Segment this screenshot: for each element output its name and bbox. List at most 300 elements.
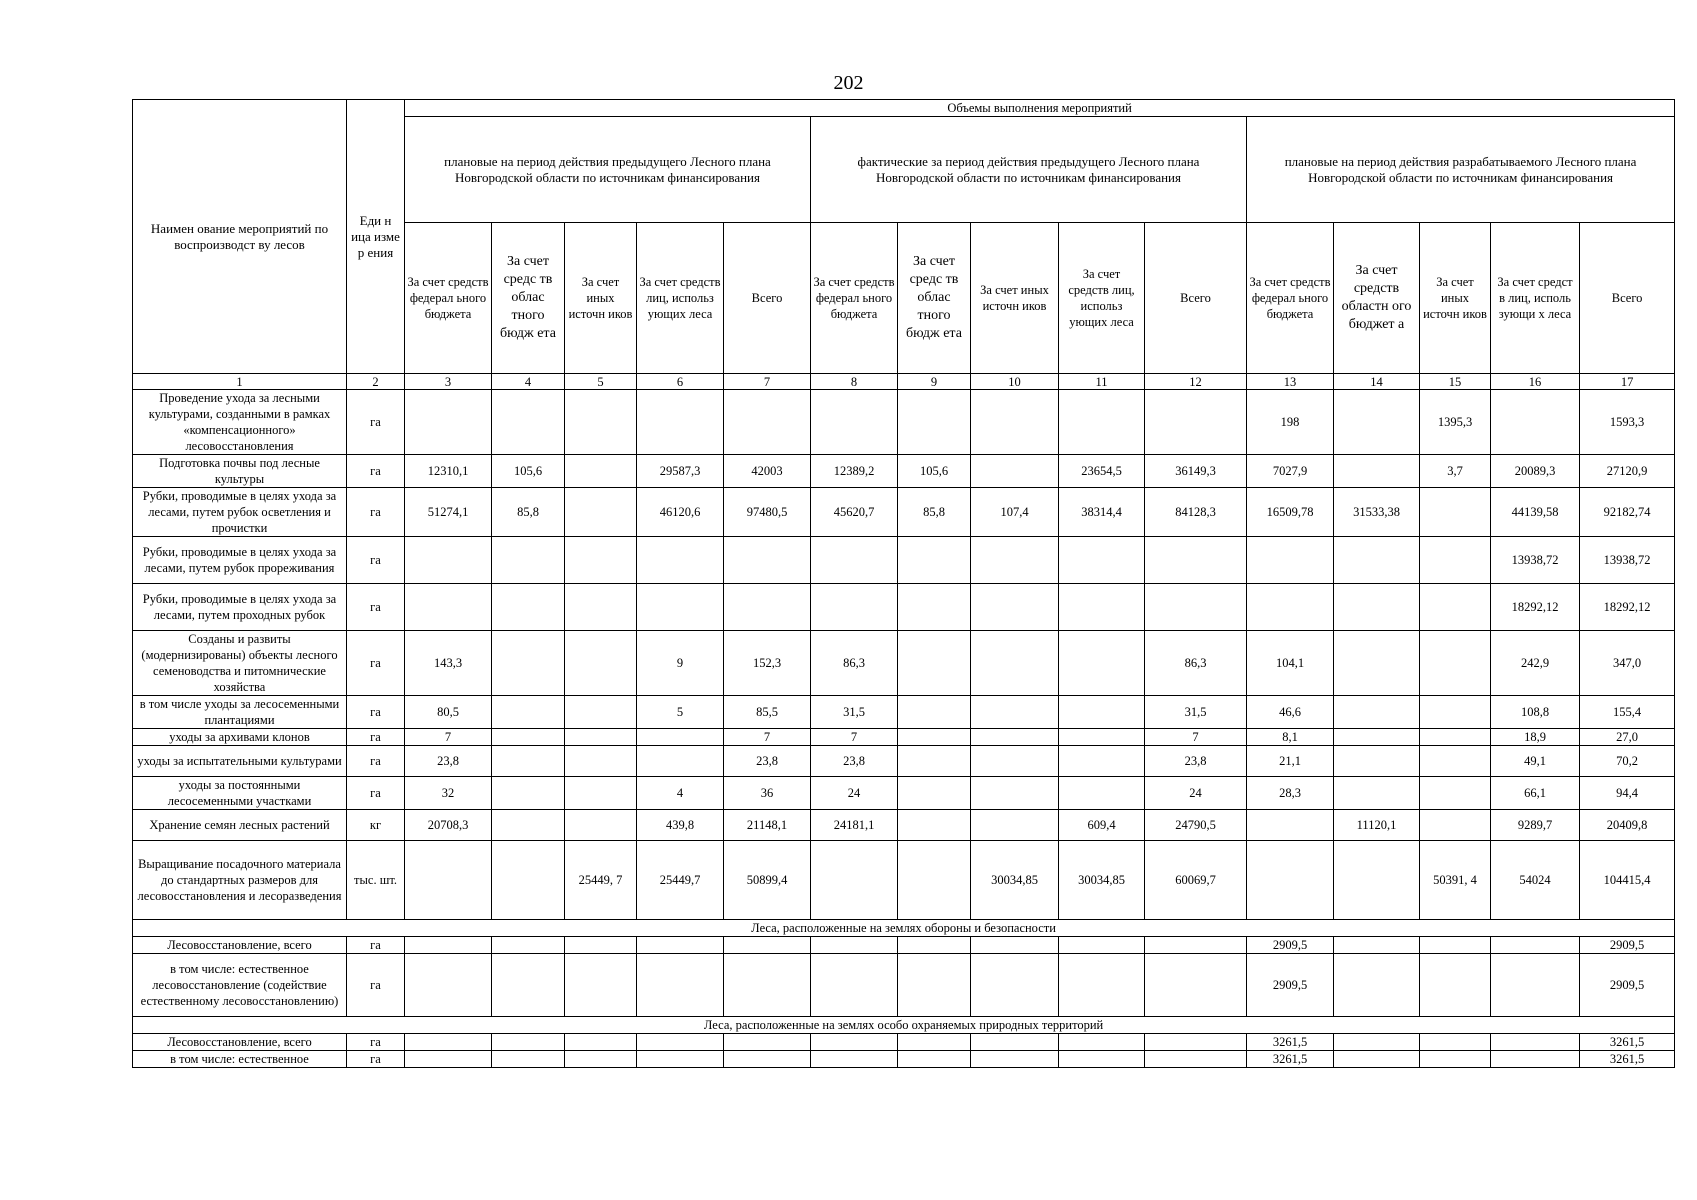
row-value [1420,810,1491,841]
row-value: 18,9 [1491,729,1580,746]
row-value [1334,390,1420,455]
row-value [492,810,565,841]
row-value: 70,2 [1580,746,1675,777]
row-value: 7 [405,729,492,746]
row-value [811,390,898,455]
row-value: 198 [1247,390,1334,455]
row-name: Хранение семян лесных растений [133,810,347,841]
row-value [492,696,565,729]
row-value: 85,5 [724,696,811,729]
row-value: 23,8 [1145,746,1247,777]
row-value: 36149,3 [1145,455,1247,488]
row-value [898,1034,971,1051]
row-value [492,631,565,696]
row-value: 85,8 [898,488,971,537]
row-value [971,455,1059,488]
row-value [1334,1051,1420,1068]
row-value [1334,937,1420,954]
row-value [492,954,565,1017]
row-value [971,1051,1059,1068]
row-unit: га [347,777,405,810]
header-name: Наимен ование мероприятий по воспроизводст ву лесов [133,100,347,374]
section-row [133,1017,1675,1034]
section-title-defense: Леса, расположенные на землях обороны и безопасности [133,920,1675,937]
row-value: 23,8 [405,746,492,777]
row-value [492,841,565,920]
row-value [1334,746,1420,777]
row-value: 30034,85 [1059,841,1145,920]
row-value: 29587,3 [637,455,724,488]
row-value: 9 [637,631,724,696]
row-value: 8,1 [1247,729,1334,746]
row-name: Рубки, проводимые в целях ухода за лесами, путем рубок прореживания [133,537,347,584]
row-value [637,954,724,1017]
row-value: 27,0 [1580,729,1675,746]
row-value [811,841,898,920]
row-value [1247,841,1334,920]
row-value [565,810,637,841]
row-value [1420,584,1491,631]
row-value [1334,841,1420,920]
row-value [898,729,971,746]
table-row [133,937,1675,954]
table-row [133,584,1675,631]
row-value [565,937,637,954]
row-value [1420,1034,1491,1051]
row-value: 50899,4 [724,841,811,920]
row-value: 86,3 [811,631,898,696]
row-value [898,1051,971,1068]
row-value: 143,3 [405,631,492,696]
row-value [971,631,1059,696]
row-value [565,488,637,537]
column-number: 17 [1580,374,1675,390]
row-value: 13938,72 [1580,537,1675,584]
row-value [565,746,637,777]
column-number: 16 [1491,374,1580,390]
header-subcol-12: Всего [1145,223,1247,374]
row-value [971,810,1059,841]
header-subcol-17: Всего [1580,223,1675,374]
row-value: 20409,8 [1580,810,1675,841]
row-value: 18292,12 [1491,584,1580,631]
column-number: 11 [1059,374,1145,390]
row-value [1145,1034,1247,1051]
row-value: 347,0 [1580,631,1675,696]
row-value [811,937,898,954]
column-number: 7 [724,374,811,390]
row-value [811,537,898,584]
row-unit: кг [347,810,405,841]
column-number: 10 [971,374,1059,390]
row-value [1247,537,1334,584]
row-value [1334,455,1420,488]
row-value [405,841,492,920]
row-value [1145,537,1247,584]
row-unit: га [347,937,405,954]
row-value [637,537,724,584]
header-subcol-10: За счет иных источн иков [971,223,1059,374]
row-value: 20089,3 [1491,455,1580,488]
row-value [898,954,971,1017]
row-unit: га [347,954,405,1017]
header-subcol-3: За счет средств федерал ьного бюджета [405,223,492,374]
row-value [971,1034,1059,1051]
table-row [133,1034,1675,1051]
row-value [898,584,971,631]
row-value [565,1051,637,1068]
row-value [492,537,565,584]
row-value: 51274,1 [405,488,492,537]
row-value [1145,584,1247,631]
table-row [133,841,1675,920]
row-value [898,390,971,455]
row-value: 31,5 [811,696,898,729]
row-value: 104,1 [1247,631,1334,696]
row-value: 105,6 [898,455,971,488]
row-value: 86,3 [1145,631,1247,696]
row-value [898,537,971,584]
row-value: 92182,74 [1580,488,1675,537]
row-value [898,841,971,920]
row-unit: га [347,455,405,488]
header-subcol-15: За счет иных источн иков [1420,223,1491,374]
row-name: Лесовосстановление, всего [133,1034,347,1051]
row-value: 1593,3 [1580,390,1675,455]
header-subcol-5: За счет иных источн иков [565,223,637,374]
row-value [811,1051,898,1068]
row-value [1420,937,1491,954]
header-volumes: Объемы выполнения мероприятий [405,100,1675,117]
row-value [1059,729,1145,746]
row-name: уходы за испытательными культурами [133,746,347,777]
row-name: уходы за постоянными лесосеменными участками [133,777,347,810]
table-row [133,537,1675,584]
row-value [565,954,637,1017]
row-value: 85,8 [492,488,565,537]
row-value [971,729,1059,746]
row-value [724,584,811,631]
column-number: 4 [492,374,565,390]
row-value [898,746,971,777]
row-name: уходы за архивами клонов [133,729,347,746]
row-value [971,696,1059,729]
table-row [133,954,1675,1017]
row-value: 21,1 [1247,746,1334,777]
row-value [405,1034,492,1051]
row-value: 36 [724,777,811,810]
table-row [133,488,1675,537]
row-value [1491,937,1580,954]
row-value [1059,537,1145,584]
row-value: 7027,9 [1247,455,1334,488]
header-group-planned-new: плановые на период действия разрабатываемого Лесного плана Новгородской области по источникам финансирования [1247,117,1675,223]
header-subcol-8: За счет средств федерал ьного бюджета [811,223,898,374]
row-value: 23654,5 [1059,455,1145,488]
column-number: 2 [347,374,405,390]
column-number: 9 [898,374,971,390]
row-value [1491,1034,1580,1051]
forest-reproduction-table [132,99,1675,1068]
page-number: 202 [833,72,864,94]
row-value [565,537,637,584]
table-row [133,729,1675,746]
row-value: 107,4 [971,488,1059,537]
row-value [492,729,565,746]
row-value [565,584,637,631]
row-value: 3,7 [1420,455,1491,488]
table-row [133,455,1675,488]
row-value [971,954,1059,1017]
row-value [898,631,971,696]
row-value: 4 [637,777,724,810]
row-value: 3261,5 [1580,1051,1675,1068]
row-value [492,584,565,631]
row-value: 24 [811,777,898,810]
row-value [492,937,565,954]
row-value: 2909,5 [1580,937,1675,954]
row-value [1059,746,1145,777]
row-value: 3261,5 [1247,1051,1334,1068]
row-value [724,390,811,455]
row-value: 28,3 [1247,777,1334,810]
row-value [405,1051,492,1068]
row-value: 23,8 [724,746,811,777]
section-title-protected: Леса, расположенные на землях особо охраняемых природных территорий [133,1017,1675,1034]
row-value [492,1051,565,1068]
row-value: 2909,5 [1580,954,1675,1017]
column-number: 8 [811,374,898,390]
row-name: Подготовка почвы под лесные культуры [133,455,347,488]
row-value [1059,584,1145,631]
row-unit: га [347,729,405,746]
row-value [898,810,971,841]
row-value: 49,1 [1491,746,1580,777]
row-value [637,1051,724,1068]
row-value [1059,777,1145,810]
row-value [1334,631,1420,696]
column-number: 6 [637,374,724,390]
row-value [1059,1034,1145,1051]
row-value: 7 [811,729,898,746]
row-value: 5 [637,696,724,729]
row-value [492,746,565,777]
row-value: 104415,4 [1580,841,1675,920]
row-value: 24181,1 [811,810,898,841]
row-value: 94,4 [1580,777,1675,810]
row-value: 16509,78 [1247,488,1334,537]
row-name: Рубки, проводимые в целях ухода за лесами, путем проходных рубок [133,584,347,631]
row-value: 105,6 [492,455,565,488]
row-unit: га [347,631,405,696]
row-unit: га [347,584,405,631]
row-value: 45620,7 [811,488,898,537]
row-value [1491,390,1580,455]
table-row [133,390,1675,455]
row-value [1420,729,1491,746]
row-value [565,631,637,696]
row-value: 31,5 [1145,696,1247,729]
row-value [898,777,971,810]
row-value: 50391, 4 [1420,841,1491,920]
row-value [1059,954,1145,1017]
row-value: 2909,5 [1247,954,1334,1017]
row-value: 3261,5 [1247,1034,1334,1051]
row-unit: га [347,537,405,584]
header-subcol-6: За счет средств лиц, использ ующих леса [637,223,724,374]
row-value: 21148,1 [724,810,811,841]
row-value [565,1034,637,1051]
row-value [1420,954,1491,1017]
header-subcol-11: За счет средств лиц, использ ующих леса [1059,223,1145,374]
row-value [1420,488,1491,537]
table-row [133,746,1675,777]
row-value: 7 [724,729,811,746]
row-unit: га [347,1034,405,1051]
row-value [1420,537,1491,584]
row-value [405,390,492,455]
row-name: Рубки, проводимые в целях ухода за лесами, путем рубок осветления и прочистки [133,488,347,537]
row-value [1334,696,1420,729]
row-value [1334,537,1420,584]
row-value [637,1034,724,1051]
column-number: 3 [405,374,492,390]
row-value: 31533,38 [1334,488,1420,537]
row-value [1420,777,1491,810]
row-name: в том числе: естественное [133,1051,347,1068]
row-value [1145,1051,1247,1068]
row-name: Лесовосстановление, всего [133,937,347,954]
table-row [133,810,1675,841]
row-value: 108,8 [1491,696,1580,729]
row-value [565,696,637,729]
row-value [971,746,1059,777]
row-value [1059,631,1145,696]
row-value [1491,954,1580,1017]
row-value [811,584,898,631]
row-value: 84128,3 [1145,488,1247,537]
row-value: 12310,1 [405,455,492,488]
row-value: 24790,5 [1145,810,1247,841]
row-unit: га [347,1051,405,1068]
row-value [1145,954,1247,1017]
row-value: 23,8 [811,746,898,777]
row-name: Созданы и развиты (модернизированы) объекты лесного семеноводства и питомнические хозяйства [133,631,347,696]
row-value [971,937,1059,954]
row-value [898,696,971,729]
row-unit: га [347,488,405,537]
row-value: 1395,3 [1420,390,1491,455]
row-unit: га [347,390,405,455]
row-name: Выращивание посадочного материала до стандартных размеров для лесовосстановления и лесоразведения [133,841,347,920]
row-value: 3261,5 [1580,1034,1675,1051]
row-name: Проведение ухода за лесными культурами, созданными в рамках «компенсационного» лесовосстановления [133,390,347,455]
header-subcol-16: За счет средст в лиц, исполь зующи х леса [1491,223,1580,374]
row-value: 24 [1145,777,1247,810]
row-value [565,729,637,746]
header-group-actual-previous: фактические за период действия предыдущего Лесного плана Новгородской области по источникам финансирования [811,117,1247,223]
row-name: в том числе уходы за лесосеменными плантациями [133,696,347,729]
header-group-planned-previous: плановые на период действия предыдущего Лесного плана Новгородской области по источникам финансирования [405,117,811,223]
column-number: 12 [1145,374,1247,390]
row-value [1145,937,1247,954]
row-value: 155,4 [1580,696,1675,729]
row-value: 80,5 [405,696,492,729]
row-value: 44139,58 [1491,488,1580,537]
row-value [971,537,1059,584]
row-value [1247,810,1334,841]
row-value: 46120,6 [637,488,724,537]
header-subcol-14: За счет средств областн ого бюджет а [1334,223,1420,374]
row-value: 609,4 [1059,810,1145,841]
row-value: 42003 [724,455,811,488]
row-value [724,1051,811,1068]
row-value [405,537,492,584]
row-value: 439,8 [637,810,724,841]
row-value: 2909,5 [1247,937,1334,954]
row-value [1059,1051,1145,1068]
row-value [811,1034,898,1051]
row-value [1145,390,1247,455]
column-number: 13 [1247,374,1334,390]
row-value: 7 [1145,729,1247,746]
row-value [492,390,565,455]
row-value [1420,1051,1491,1068]
table-row [133,696,1675,729]
row-value [405,937,492,954]
row-value [637,729,724,746]
row-value [1420,746,1491,777]
row-unit: тыс. шт. [347,841,405,920]
row-value [971,777,1059,810]
header-subcol-7: Всего [724,223,811,374]
row-value: 32 [405,777,492,810]
row-value: 11120,1 [1334,810,1420,841]
row-value [898,937,971,954]
row-value [1334,1034,1420,1051]
row-value: 20708,3 [405,810,492,841]
row-value [1247,584,1334,631]
row-value [637,584,724,631]
row-value: 30034,85 [971,841,1059,920]
row-value [637,937,724,954]
row-value [492,1034,565,1051]
row-value [1059,937,1145,954]
row-value: 12389,2 [811,455,898,488]
row-value [971,390,1059,455]
section-row [133,920,1675,937]
row-value [724,954,811,1017]
row-value [492,777,565,810]
row-value [405,584,492,631]
row-value [1334,777,1420,810]
row-value [1491,1051,1580,1068]
table-row [133,1051,1675,1068]
row-value [405,954,492,1017]
row-value [1420,631,1491,696]
column-number: 5 [565,374,637,390]
row-value [637,746,724,777]
row-value [1334,954,1420,1017]
table-row [133,631,1675,696]
row-value: 27120,9 [1580,455,1675,488]
column-number: 15 [1420,374,1491,390]
row-unit: га [347,746,405,777]
row-value [1059,696,1145,729]
column-number: 14 [1334,374,1420,390]
table-row [133,777,1675,810]
row-value [637,390,724,455]
